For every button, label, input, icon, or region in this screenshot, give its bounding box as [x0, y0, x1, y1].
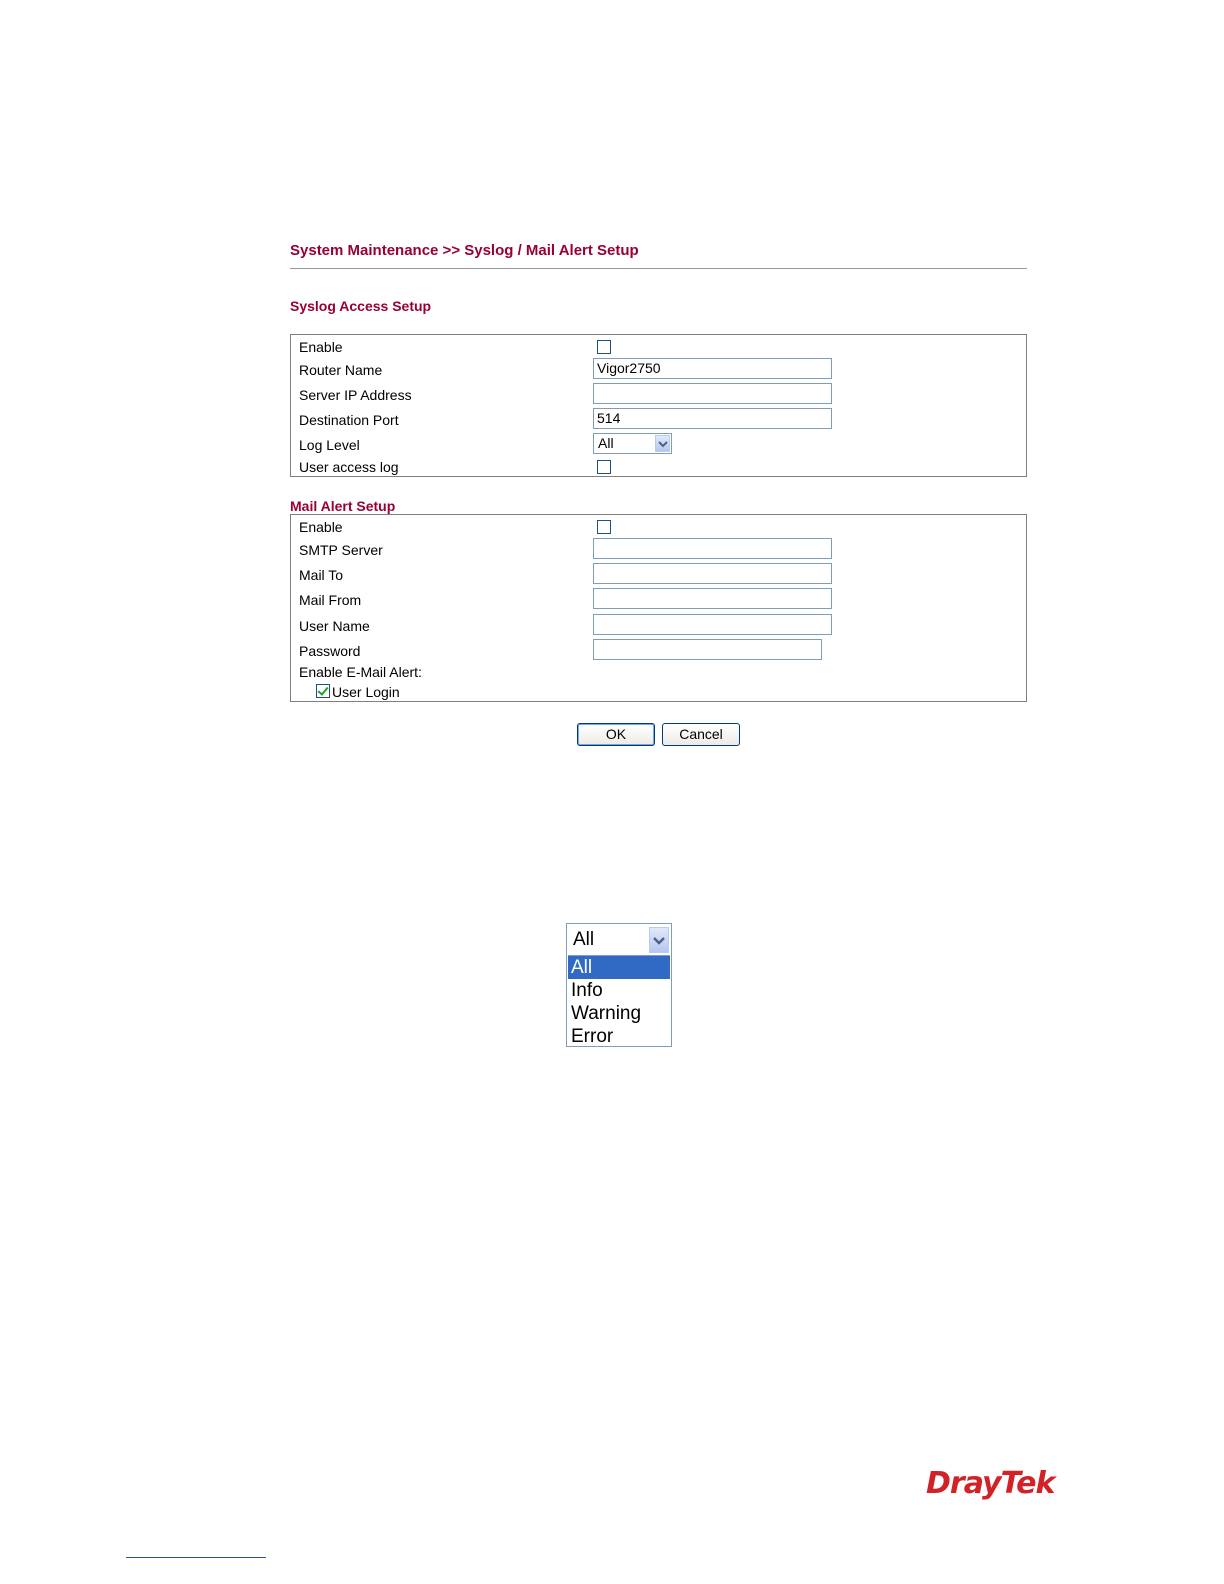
chevron-down-icon[interactable] — [649, 927, 669, 953]
user-access-log-label: User access log — [299, 459, 399, 475]
syslog-enable-label: Enable — [299, 339, 343, 355]
email-alert-label: Enable E-Mail Alert: — [299, 664, 422, 680]
user-login-label: User Login — [332, 684, 400, 700]
router-name-input[interactable]: Vigor2750 — [593, 358, 832, 379]
router-name-label: Router Name — [299, 362, 383, 378]
mail-from-label: Mail From — [299, 592, 362, 608]
mail-to-label: Mail To — [299, 567, 344, 583]
mail-from-input[interactable] — [593, 588, 832, 609]
user-access-log-checkbox[interactable] — [597, 460, 611, 474]
server-ip-label: Server IP Address — [299, 387, 412, 403]
smtp-server-input[interactable] — [593, 538, 832, 559]
user-login-checkbox[interactable] — [316, 684, 330, 698]
footer-divider — [126, 1557, 266, 1558]
dropdown-option-all[interactable]: All — [568, 956, 670, 979]
cancel-button[interactable]: Cancel — [662, 723, 740, 746]
ok-button[interactable]: OK — [577, 723, 655, 746]
log-level-select[interactable] — [593, 433, 672, 454]
mail-enable-label: Enable — [299, 519, 343, 535]
chevron-down-icon[interactable] — [655, 435, 670, 452]
dropdown-options — [568, 955, 670, 1045]
server-ip-input[interactable] — [593, 383, 832, 404]
mail-alert-heading: Mail Alert Setup — [290, 498, 396, 514]
user-name-input[interactable] — [593, 614, 832, 635]
dropdown-selected[interactable] — [568, 925, 670, 955]
password-label: Password — [299, 643, 361, 659]
destination-port-input[interactable]: 514 — [593, 408, 832, 429]
dropdown-option-info[interactable]: Info — [571, 980, 603, 1001]
mail-to-input[interactable] — [593, 563, 832, 584]
syslog-panel — [290, 334, 1027, 477]
page-title: System Maintenance >> Syslog / Mail Alert Setup — [290, 242, 639, 259]
smtp-server-label: SMTP Server — [299, 542, 383, 558]
syslog-enable-checkbox[interactable] — [597, 340, 611, 354]
log-level-value: All — [598, 435, 614, 451]
title-divider — [290, 268, 1027, 269]
dropdown-option-error[interactable]: Error — [571, 1026, 614, 1047]
syslog-heading: Syslog Access Setup — [290, 298, 432, 314]
log-level-label: Log Level — [299, 437, 360, 453]
mail-enable-checkbox[interactable] — [597, 520, 611, 534]
password-input[interactable] — [593, 639, 822, 660]
user-name-label: User Name — [299, 618, 370, 634]
log-level-dropdown[interactable] — [566, 923, 672, 1047]
mail-alert-panel — [290, 514, 1027, 702]
dropdown-option-warning[interactable]: Warning — [571, 1003, 642, 1024]
dropdown-selected-value: All — [573, 929, 595, 950]
destination-port-label: Destination Port — [299, 412, 399, 428]
draytek-logo: DrayTek — [926, 1466, 1055, 1501]
